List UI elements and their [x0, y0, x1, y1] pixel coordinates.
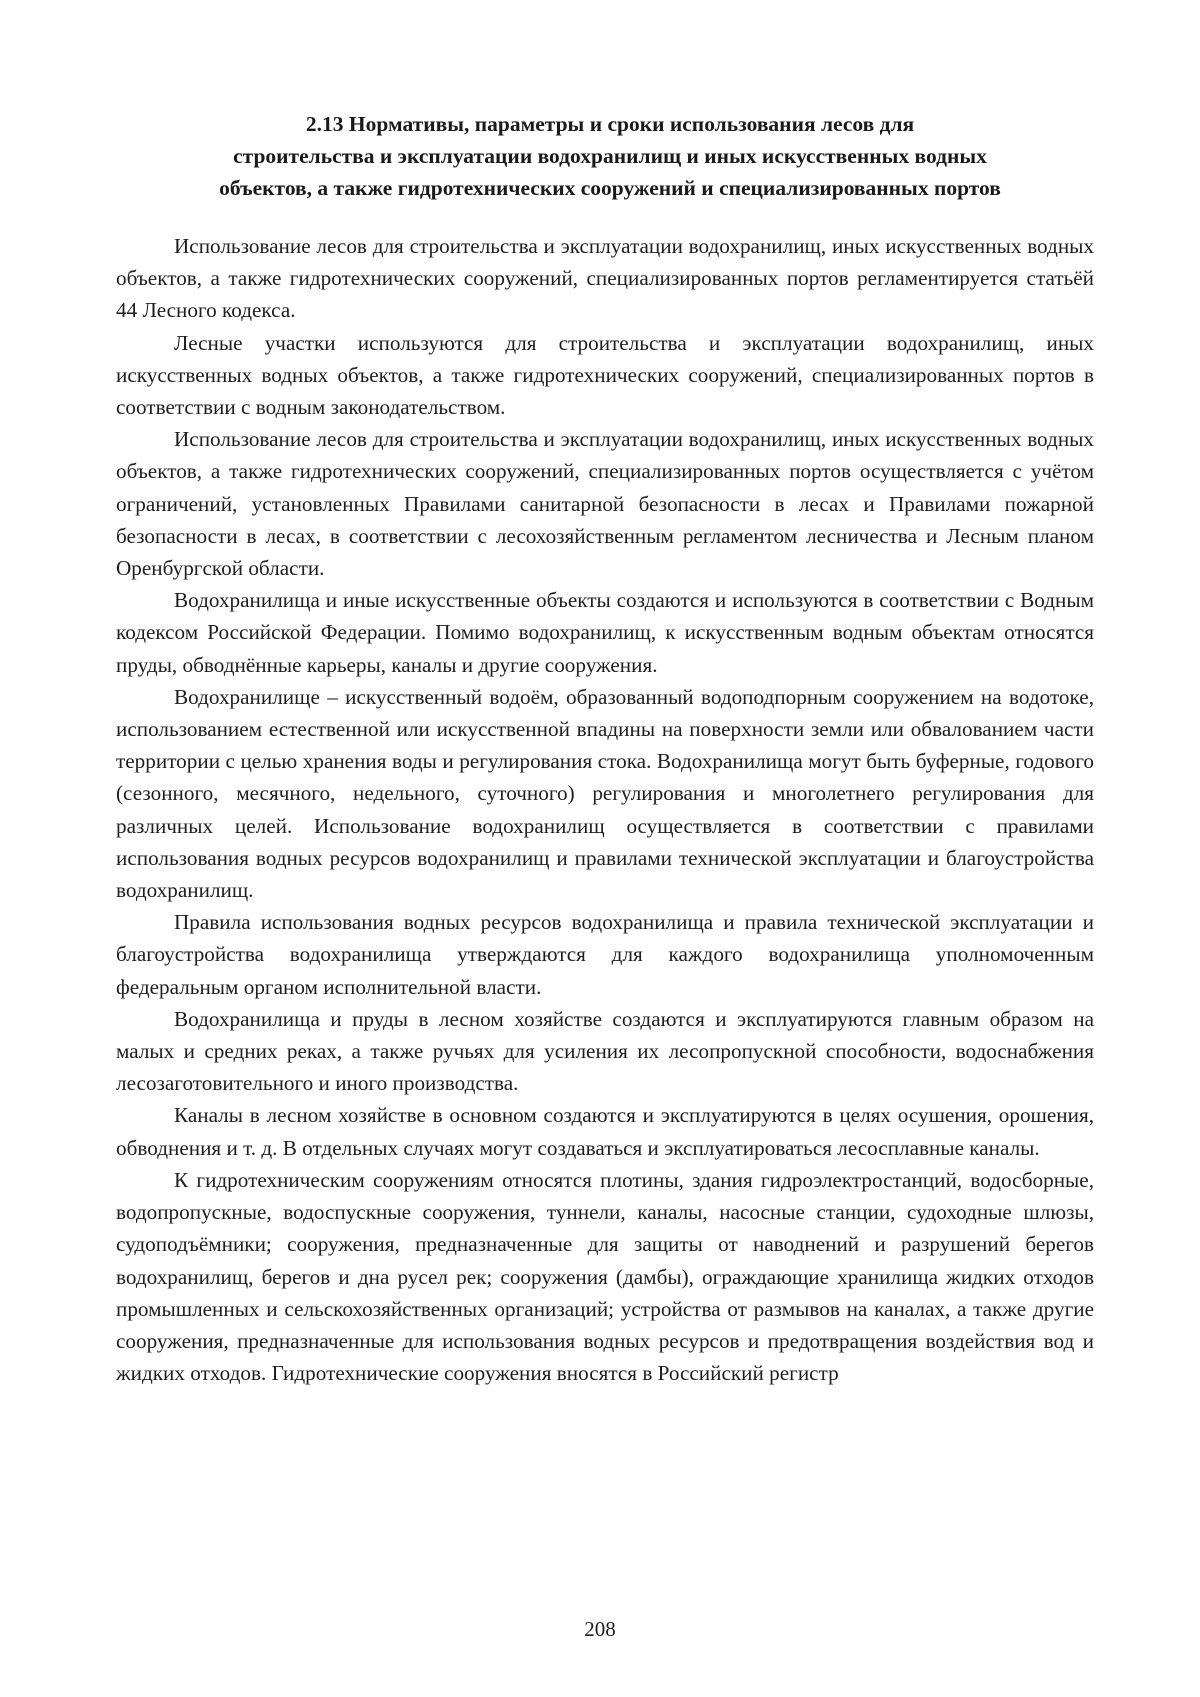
- paragraph-8: Каналы в лесном хозяйстве в основном создаются и эксплуатируются в целях осушения, орошения, обводнения и т. д. В отдельных случаях могут создаваться и эксплуатироваться лесосплавные каналы.: [116, 1103, 1094, 1160]
- paragraph-6: Правила использования водных ресурсов водохранилища и правила технической эксплуатации и благоустройства водохранилища утверждаются для каждого водохранилища уполномоченным федеральным органом исполнительной власти.: [116, 910, 1094, 999]
- paragraph-9: К гидротехническим сооружениям относятся плотины, здания гидроэлектростанций, водосборные, водопропускные, водоспускные сооружения, туннели, каналы, насосные станции, судоходные шлюзы, судоподъёмники; сооружения, предназначенные для защиты от наводнений и разрушений берегов водохранилищ, берегов и дна русел рек; сооружения (дамбы), ограждающие хранилища жидких отходов промышленных и сельскохозяйственных организаций; устройства от размывов на каналах, а также другие сооружения, предназначенные для использования водных ресурсов и предотвращения воздействия вод и жидких отходов. Гидротехнические сооружения вносятся в Российский регистр: [116, 1167, 1094, 1386]
- paragraph-3: Использование лесов для строительства и эксплуатации водохранилищ, иных искусственных водных объектов, а также гидротехнических сооружений, специализированных портов осуществляется с учётом ограничений, установленных Правилами санитарной безопасности в лесах и Правилами пожарной безопасности в лесах, в соответствии с лесохозяйственным регламентом лесничества и Лесным планом Оренбургской области.: [116, 427, 1094, 581]
- section-body: [116, 230, 1094, 1389]
- section-heading: [120, 108, 1100, 204]
- paragraph-7: Водохранилища и пруды в лесном хозяйстве создаются и эксплуатируются главным образом на малых и средних реках, а также ручьях для усиления их лесопропускной способности, водоснабжения лесозаготовительного и иного производства.: [116, 1006, 1094, 1096]
- paragraph-2: Лесные участки используются для строительства и эксплуатации водохранилищ, иных искусственных водных объектов, а также гидротехнических сооружений, специализированных портов в соответствии с водным законодательством.: [116, 330, 1094, 420]
- paragraph-4: Водохранилища и иные искусственные объекты создаются и используются в соответствии с Водным кодексом Российской Федерации. Помимо водохранилищ, к искусственным водным объектам относятся пруды, обводнённые карьеры, каналы и другие сооружения.: [116, 588, 1094, 677]
- section-heading-line-2: строительства и эксплуатации водохранилищ и иных искусственных водных: [233, 144, 987, 168]
- paragraph-1: Использование лесов для строительства и эксплуатации водохранилищ, иных искусственных водных объектов, а также гидротехнических сооружений, специализированных портов регламентируется статьёй 44 Лесного кодекса.: [116, 234, 1094, 323]
- section-heading-line-3: объектов, а также гидротехнических сооружений и специализированных портов: [219, 176, 1001, 200]
- page-number: 208: [584, 1617, 616, 1641]
- paragraph-5: Водохранилище – искусственный водоём, образованный водоподпорным сооружением на водотоке, использованием естественной или искусственной впадины на поверхности земли или обвалованием части территории с целью хранения воды и регулирования стока. Водохранилища могут быть буферные, годового (сезонного, месячного, недельного, суточного) регулирования и многолетнего регулирования для различных целей. Использование водохранилищ осуществляется в соответствии с правилами использования водных ресурсов водохранилищ и правилами технической эксплуатации и благоустройства водохранилищ.: [116, 684, 1094, 903]
- section-heading-line-1: 2.13 Нормативы, параметры и сроки использования лесов для: [305, 112, 915, 136]
